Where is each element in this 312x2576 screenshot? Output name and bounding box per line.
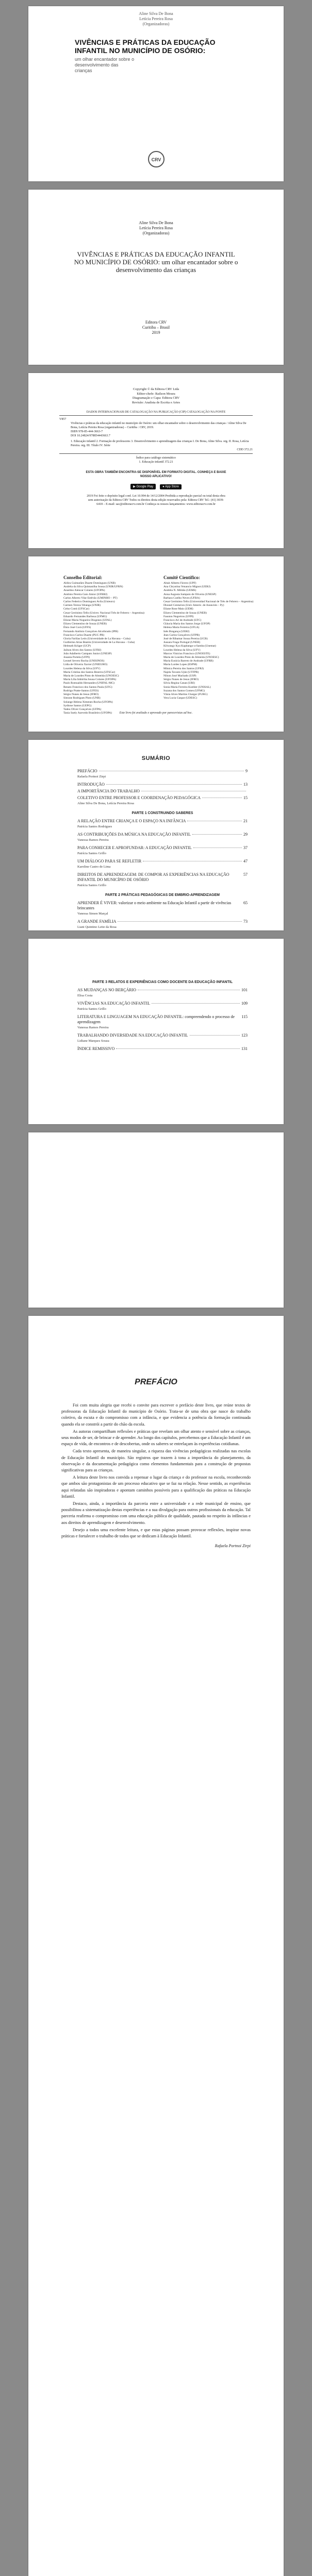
summary-entry-authors: Aline Silva De Bona, Letícia Pereira Rosa: [77, 802, 134, 805]
cip-doi: DOI 10.24824/978854443663.7: [71, 434, 110, 437]
summary-entry-title: A GRANDE FAMÍLIA: [77, 919, 117, 924]
summary-entry[interactable]: [77, 782, 248, 787]
cip-cdd: CDD 372.21: [237, 448, 253, 451]
editorial-member: Josania Portela (UFPI): [63, 656, 90, 659]
title-page-author: Letícia Pereira Rosa: [139, 226, 173, 230]
summary-entry[interactable]: [77, 859, 248, 864]
editorial-member: Lídia de Oliveira Xavier (UNIEURO): [63, 663, 108, 667]
summary-entry[interactable]: [77, 769, 248, 774]
editorial-member: Maria Lília Imbiriba Sousa Colares (UFOPA): [63, 678, 117, 682]
summary-entry-title: LITERATURA E LINGUAGEM NA EDUCAÇÃO INFANTIL: compreendendo o processo de aprendizagem: [77, 1014, 235, 1024]
editorial-member: Helmuth Krüger (UCP): [63, 645, 91, 648]
summary-entry-title: AS MUDANÇAS NO BERÇÁRIO: [77, 988, 137, 992]
summary-part-heading: PARTE 1 CONSTRUINDO SABERES: [132, 811, 193, 815]
summary-entry-title: INTRODUÇÃO: [77, 782, 105, 787]
editorial-member: Solange Helena Ximenes-Rocha (UFOPA): [63, 700, 113, 704]
editorial-member: João Adalberto Campato Junior (UNESP): [63, 652, 112, 655]
scientific-member: Vânia Alves Martins Chaigar (FURG): [163, 693, 208, 697]
summary-entry-authors: Liani Quintino Leite da Rosa: [77, 925, 117, 929]
play-icon: ▶: [133, 485, 136, 488]
summary-page: [28, 740, 284, 930]
summary-entry-page: 57: [243, 872, 248, 877]
summary-entry[interactable]: [77, 832, 248, 837]
index-title: Índice para catálogo sistemático: [136, 456, 176, 460]
summary-entry-page: 29: [243, 832, 248, 837]
summary-entry-authors: Patrícia Santos Rodrigues: [77, 825, 112, 828]
summary-page-2: [28, 939, 284, 1124]
summary-entry-authors: Vanessa Simon Marçal: [77, 912, 108, 916]
preface-paragraph: Destaco, ainda, a importância da parceria entre a universidade e a rede municipal de ensino, que possibilitou a sistematização destas experiências e a sua divulgação para outros profissionais da educação. Tal parceria reafirma o compromisso com uma educação pública de qualidade, pautada no respeito às infâncias e aos direitos de aprendizagem e desenvolvimento.: [61, 1501, 251, 1525]
preface-body: [61, 1402, 251, 1539]
editorial-member: Andréia da Silva Quintanilha Sousa (UNIR/UFRN): [63, 585, 123, 589]
scientific-member: Diosnel Centurion (Univ Americ. de Asunción – Py): [163, 604, 224, 607]
summary-leader-dots: [190, 1035, 240, 1036]
title-page: [28, 190, 284, 365]
editor-chefe-line: Editor-chefe: Railson Moura: [137, 392, 175, 396]
editorial-member: Celso Conti (UFSCar): [63, 607, 90, 611]
scientific-member: Helena Maria Ferreira (UFLA): [163, 626, 200, 630]
summary-list-2: [77, 980, 248, 1052]
editorial-member: Maria Cristina dos Santos Bezerra (UFSCar): [63, 670, 116, 674]
summary-entry-authors: Patrícia Santos Grillo: [77, 884, 106, 887]
summary-entry[interactable]: [77, 1014, 248, 1025]
summary-entry-authors: Vanessa Ramos Pereira: [77, 1026, 109, 1029]
google-play-badge[interactable]: [130, 484, 156, 489]
summary-entry-title: APRENDER É VIVER: valorizar o meio ambiente na Educação Infantil a partir de vivências brincantes: [77, 901, 232, 910]
scientific-member: Lourdes Helena da Silva (UFV): [163, 648, 201, 652]
editorial-member: Anselmo Alencar Colares (UFOPA): [63, 589, 105, 592]
summary-entry[interactable]: [77, 819, 248, 824]
summary-entry[interactable]: [77, 919, 248, 924]
title-page-city: Curitiba – Brasil: [142, 325, 170, 330]
editorial-member: Gloria Fariñas León (Universidade de La Havana – Cuba): [63, 637, 130, 641]
editorial-member: Antônio Pereira Gaio Júnior (UFRRJ): [63, 592, 108, 596]
scientific-member: Francisco Ari de Andrade (UFC): [163, 619, 202, 622]
summary-entry-page: 47: [243, 859, 248, 863]
scientific-member: Inês Bragança (UERJ): [163, 630, 190, 633]
cip-code: V857: [59, 418, 67, 421]
summary-leader-dots: [192, 834, 242, 835]
scientific-member: Gláucia Maria dos Santos Jorge (UFOP): [163, 622, 210, 626]
preface-closing: Rafaela Portnoi Zirpi: [215, 1544, 251, 1549]
summary-entry-title: AS CONTRIBUIÇÕES DA MÚSICA NA EDUCAÇÃO INFANTIL: [77, 832, 191, 837]
cip-isbn: ISBN 978-85-444-3663-7: [71, 430, 103, 433]
summary-entry[interactable]: [77, 1033, 248, 1038]
summary-entry[interactable]: [77, 872, 248, 883]
summary-leader-dots: [118, 921, 242, 922]
summary-entry-authors: Karoline Castro de Lima: [77, 865, 111, 869]
editorial-member: Eduardo Fernandes Barbosa (UFMG): [63, 615, 107, 618]
summary-entry-page: 115: [241, 1014, 248, 1019]
scientific-member: Sonia Maria Ferreira Koehler (UNISAL): [163, 685, 211, 689]
scientific-committee-title: Comitê Científico:: [163, 575, 200, 580]
summary-entry-title: DIREITOS DE APRENDIZAGEM: DE COMPOR AS EXPERIÊNCIAS NA EDUCAÇÃO INFANTIL DO MUNICÍPIO DE OSÓRIO: [77, 872, 229, 882]
title-page-author: Aline Silva De Bona: [139, 221, 173, 225]
editorial-member: Simone Rodrigues Pinto (UNB): [63, 697, 101, 700]
summary-entry-authors: Lidiane Marques Souza: [77, 1039, 109, 1043]
summary-entry-title: PARA CONHECER E APROFUNDAR: A EDUCAÇÃO INFANTIL: [77, 845, 192, 850]
summary-part-heading: PARTE 2 PRÁTICAS PEDAGÓGICAS DE EMBRIO-APRENDIZAGEM: [105, 893, 220, 897]
summary-entry-title: UM DIÁLOGO PARA SE REFLETIR: [77, 859, 142, 863]
scientific-member: Maria Lurdes Lopes (ESPM): [163, 663, 198, 667]
summary-entry-authors: Patrícia Santos Grillo: [77, 1007, 106, 1011]
cover-authors: [28, 11, 284, 27]
editorial-member: Francisco Carlos Duarte (PUC-PR): [63, 633, 105, 637]
google-play-label: Google Play: [136, 485, 154, 488]
summary-entry-title: TRABALHANDO DIVERSIDADE NA EDUCAÇÃO INFANTIL: [77, 1033, 188, 1038]
editorial-member: Paulo Romualdo Hernandes (UNIFAL-MG): [63, 682, 114, 685]
index-line: 1. Educação infantil 372.21: [139, 461, 173, 464]
scientific-member: Jussara Fraga Portugal (UNEB): [163, 641, 200, 645]
summary-entry-page: 15: [243, 795, 248, 800]
scientific-member: Suzana dos Santos Gomes (UFMG): [163, 689, 205, 692]
scientific-member: Ana Chrystina Venancio Mignot (UERJ): [163, 585, 210, 589]
scientific-member: Cesar Gerónimo Tello (Universidad Nacional de Três de Febrero – Argentina): [163, 600, 254, 604]
editorial-member: Elizeu Clementino de Souza (UNEB): [63, 622, 107, 626]
title-page-title: VIVÊNCIAS E PRÁTICAS DA EDUCAÇÃO INFANTIL NO MUNICÍPIO DE OSÓRIO: um olhar encantador sobre o desenvolvimento das crianças: [74, 250, 238, 274]
councils-page: [28, 556, 284, 732]
editorial-council: [63, 575, 156, 715]
copyright-line: Copyright © da Editora CRV Ltda: [133, 387, 179, 391]
scientific-member: Jean Carlos Gonçalves (UFPR): [163, 633, 200, 637]
scientific-member: Anna Augusta Sampaio de Oliveira (UNESP): [163, 592, 217, 596]
scientific-member: José de Ribamar Sousa Pereira (UCB): [163, 637, 208, 641]
preface-paragraph: A leitura deste livro nos convida a repensar o lugar da criança e do professor na escola, reconhecendo que ambos são protagonistas de um processo educativo que se faz na relação. Nesse sentido, as experiências aqui relatadas são inspiradoras e apontam caminhos possíveis para a qualificação das práticas na Educação Infantil.: [61, 1475, 251, 1499]
cover-author: Aline Silva De Bona: [139, 11, 173, 16]
scientific-member: Vera Lucia Gaspar (UDESC): [163, 697, 198, 700]
cip-subjects: 1. Educação infantil 2. Formação de professores 3. Desenvolvimento e aprendizagem das crianças I. De Bona, Aline Silva. org. II. Rosa, Letícia Pereira. org. III. Título IV. Série: [71, 440, 249, 447]
summary-entry-title: A RELAÇÃO ENTRE CRIANÇA E O ESPAÇO NA INFÂNCIA: [77, 819, 186, 823]
summary-title: SUMÁRIO: [141, 755, 171, 761]
scientific-member: Altair Alberto Fávero (UPF): [163, 582, 196, 585]
peer-review-note: Este livro foi avaliado e aprovado por pareceristas ad hoc.: [119, 711, 193, 715]
title-page-publisher: Editora CRV: [145, 320, 167, 325]
preface-page: [28, 1316, 284, 2576]
scientific-member: Fauston Negreiros (UFPI): [163, 615, 194, 618]
scientific-committee-list: [163, 582, 256, 701]
summary-entry-title: ÍNDICE REMISSIVO: [77, 1046, 115, 1051]
index-block: [59, 456, 253, 464]
title-page-year: 2019: [152, 330, 160, 335]
digital-notice: ESTA OBRA TAMBÉM ENCONTRA-SE DISPONÍVEL EM FORMATO DIGITAL. CONHEÇA E BAIXE NOSSO APLICATIVO!: [86, 471, 226, 478]
scientific-member: Eliane Rose Maio (UEM): [163, 607, 193, 611]
summary-entry[interactable]: [77, 1001, 248, 1006]
editorial-member: Maria de Lourdes Pinto de Almeida (UNOESC): [63, 674, 119, 678]
editorial-member: Aldira Guimarães Duarte Domínguez (UNB): [63, 582, 116, 585]
scientific-committee: [163, 575, 256, 701]
editorial-member: Lourdes Helena da Silva (UFV): [63, 667, 101, 670]
summary-entry-page: 21: [243, 819, 248, 823]
summary-entry-page: 101: [241, 988, 248, 992]
cip-text: Vivências e práticas da educação infantil no município de Osório: um olhar encantador sobre o desenvolvimento das crianças / Aline Silva De Bona, Letícia Pereira Rosa (organizadoras) – Curitiba : CRV, 2019.: [71, 422, 247, 429]
summary-part-heading: PARTE 3 RELATOS E EXPERIÊNCIAS COMO DOCENTE DA EDUCAÇÃO INFANTIL: [92, 980, 233, 984]
summary-entry[interactable]: [77, 988, 248, 993]
title-page-organizers: (Organizadoras): [142, 231, 170, 235]
summary-entry[interactable]: [77, 845, 248, 851]
title-page-authors: [28, 221, 284, 236]
blank-page: [28, 1132, 284, 1308]
scientific-member: Marcos Vinicius Francisco (UNOESTE): [163, 652, 210, 655]
summary-entry-page: 109: [241, 1001, 248, 1006]
editorial-member: Sydione Santos (UEPG): [63, 704, 92, 707]
editorial-member: Leonel Severo Rocha (UNISINOS): [63, 659, 105, 663]
scientific-member: Silvia Regina Canan (URI): [163, 682, 195, 685]
summary-entry-authors: Rafaela Portnoi Zirpi: [77, 775, 106, 778]
editorial-member: Tania Suely Azevedo Brasileiro (UFOPA): [63, 711, 112, 715]
cover-organizers-label: (Organizadoras): [142, 22, 170, 26]
app-store-badge[interactable]: [160, 484, 182, 489]
preface-title: PREFÁCIO: [135, 1378, 177, 1386]
editorial-member: Cesar Gerónimo Tello (Univer. Nacional Três de Febrero – Argentina): [63, 611, 144, 615]
summary-entry-page: 9: [245, 769, 248, 773]
colophon-credits: [28, 387, 284, 405]
colophon-page: [28, 373, 284, 548]
cover-title: VIVÊNCIAS E PRÁTICAS DA EDUCAÇÃO INFANTIL NO MUNICÍPIO DE OSÓRIO:: [75, 38, 216, 55]
summary-entry[interactable]: [77, 789, 248, 794]
cover-subtitle: um olhar encantador sobre o desenvolvimento das crianças: [75, 57, 135, 73]
editorial-member: Rodrigo Pratte-Santos (UFES): [63, 689, 99, 692]
scientific-member: Barbara Coelho Neves (UFBA): [163, 596, 200, 600]
title-page-imprint: [28, 320, 284, 335]
summary-entry-page: 65: [243, 901, 248, 905]
scientific-member: Andréia N. Militão (UEMS): [163, 589, 196, 592]
preface-paragraph: Foi com muita alegria que recebi o convite para escrever o prefácio deste livro, que reúne textos de professoras da Educação Infantil do município de Osório. Trata-se de uma obra que nasce do trabalho coletivo, da escuta e do compromisso com a infância, e que evidencia a potência da formação continuada quando ela se constrói a partir do chão da escola.: [61, 1403, 251, 1427]
diagramacao-line: Diagramação e Capa: Editora CRV: [132, 396, 180, 400]
summary-entry-page: 73: [243, 919, 248, 924]
summary-entry-authors: Elisa Costa: [77, 994, 93, 997]
editorial-member: Tadeu Oliver Gonçalves (UFPA): [63, 707, 102, 711]
scientific-member: Najela Tavares Ujiie (UTFPR): [163, 670, 199, 674]
summary-entry-title: COLETIVO ENTRE PROFESSOR E COORDENAÇÃO PEDAGÓGICA: [77, 795, 201, 800]
editorial-member: Jailson Alves dos Santos (UFRJ): [63, 648, 102, 652]
scientific-member: Maria Eurácia Barreto de Andrade (UFRB): [163, 659, 214, 663]
summary-entry-authors: Patrícia Santos Grillo: [77, 852, 106, 855]
revisao-line: Revisão: Analista de Escrita e Artes: [132, 400, 180, 404]
summary-entry-title: A IMPORTÂNCIA DO TRABALHO: [77, 789, 140, 793]
editorial-member: Elione Maria Nogueira Diogenes (UFAL): [63, 619, 112, 622]
editorial-member: Carmen Tereza Velanga (UNIR): [63, 604, 101, 607]
editorial-member: Carlos Alberto Vilar Estêvão (UMINHO – PT): [63, 596, 118, 600]
summary-entry[interactable]: [77, 901, 248, 911]
apple-icon: ●: [162, 485, 165, 488]
summary-entry-title: PREFÁCIO: [77, 769, 97, 773]
editorial-member: Sérgio Nunes de Jesus (IFRO): [63, 693, 98, 697]
summary-entry-page: 13: [243, 782, 248, 787]
summary-entry-page: 37: [243, 845, 248, 850]
editorial-member: Élsio José Corá (UFFS): [63, 626, 91, 630]
summary-entry-page: 131: [241, 1046, 248, 1051]
cover-publisher-logo: [28, 150, 284, 171]
store-badges: [28, 481, 284, 490]
cover-page: [28, 6, 284, 181]
scientific-member: Sérgio Nunes de Jesus (IFRO): [163, 678, 199, 682]
editorial-member: Renato Francisco dos Santos Paula (UFG): [63, 685, 112, 689]
summary-leader-dots: [106, 784, 242, 785]
summary-list: [77, 769, 248, 929]
cip-block: [59, 415, 253, 454]
editorial-council-list: [63, 582, 156, 715]
cip-title: DADOS INTERNACIONAIS DE CATALOGAÇÃO NA PUBLICAÇÃO (CIP) CATALOGAÇÃO NA FONTE: [86, 411, 226, 414]
summary-entry[interactable]: [77, 795, 248, 801]
preface-paragraph: Cada texto apresenta, de maneira singular, a riqueza das vivências pedagógicas realizadas nas escolas de Educação Infantil do município. São registros que trazem à tona a importância do planejamento, da observação e da documentação pedagógica como elementos fundamentais para a construção de propostas significativas para as crianças.: [61, 1449, 251, 1473]
editorial-member: Carlos Federico Dominguez Avila (Unieuro): [63, 600, 115, 604]
summary-entry-authors: Vanessa Ramos Pereira: [77, 838, 109, 842]
editorial-council-title: Conselho Editorial:: [63, 575, 103, 580]
editorial-member: Guillermo Arias Beatón (Universidade de La Havana – Cuba): [63, 641, 135, 645]
summary-entry[interactable]: [77, 1046, 248, 1052]
scientific-member: Mônica Pereira dos Santos (UFRJ): [163, 667, 204, 670]
summary-leader-dots: [116, 1048, 240, 1049]
cover-logo-text: CRV: [151, 157, 161, 162]
cover-author: Letícia Pereira Rosa: [139, 16, 173, 21]
app-store-label: App Store: [165, 485, 179, 488]
summary-leader-dots: [152, 1003, 240, 1004]
preface-paragraph: As autoras compartilham reflexões e práticas que revelam um olhar atento e sensível sobre as crianças, seus modos de ser, de brincar e de aprender. Ao longo dos capítulos, percebemos que a Educação Infantil é um espaço de vida, de encontros e de descobertas, onde os saberes se entrelaçam às experiências cotidianas.: [61, 1429, 251, 1447]
legal-text: 2019 Foi feito o depósito legal conf. Lei 10.994 de 14/12/2004 Proibida a reprodução parcial ou total desta obra sem autorização da Editora CRV Todos os direitos desta edição reservados pela: Editora CRV Tel.: (41) 3039-6418 – E-mail: sac@editoracrv.com.br Conheça os nossos lançamentos: www.editoracrv.com.br: [87, 495, 225, 506]
preface-paragraph: Desejo a todos uma excelente leitura, e que estas páginas possam provocar reflexões, inspirar novas práticas e fortalecer o trabalho de todos que se dedicam à Educação Infantil.: [61, 1527, 251, 1539]
scientific-member: Maria de Lourdes Pinto de Almeida (UNOESC): [163, 656, 219, 659]
summary-entry-page: 123: [241, 1033, 248, 1038]
scientific-member: Nilson José Machado (USP): [163, 674, 196, 678]
editorial-member: Fernando Antônio Gonçalves Alcoforado (IPB): [63, 630, 118, 633]
scientific-member: Elizeu Clementino de Souza (UNEB): [163, 611, 207, 615]
summary-entry-title: VIVÊNCIAS NA EDUCAÇÃO INFANTIL: [77, 1001, 150, 1006]
scientific-member: Kilwangy Kya Kapitango-a-Samba (Unemat): [163, 645, 216, 648]
